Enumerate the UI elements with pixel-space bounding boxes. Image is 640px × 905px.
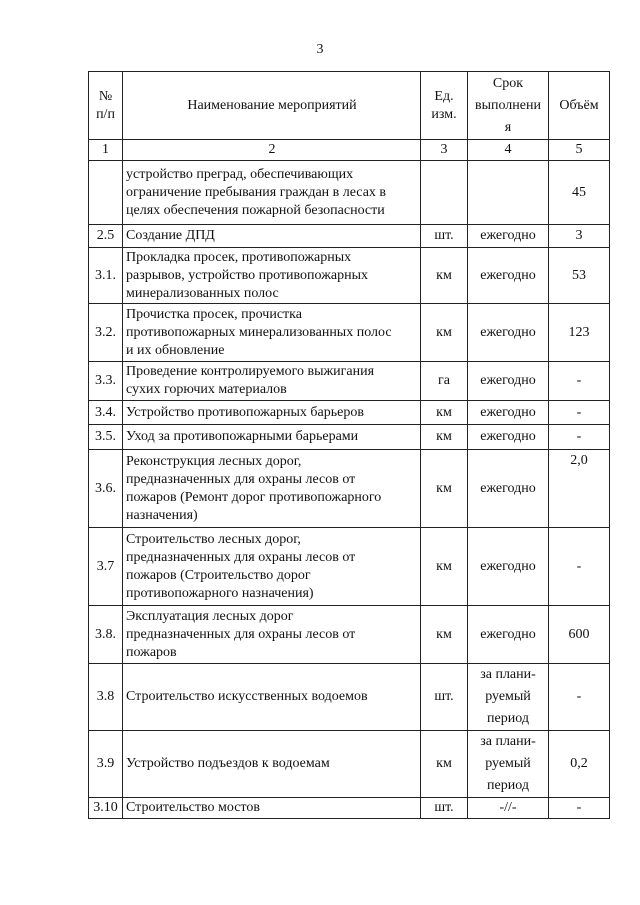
table-row <box>89 248 610 304</box>
table-row <box>89 362 610 401</box>
row-number-cell: 3.1. <box>89 248 123 304</box>
row-name-line: пожаров <box>126 644 177 660</box>
row-number-cell: 3.2. <box>89 304 123 362</box>
header-name-cell: Наименование мероприятий <box>123 72 421 140</box>
row-volume-cell: 600 <box>549 606 610 664</box>
row-term-cell <box>468 450 549 528</box>
row-term-line: за плани- <box>480 667 536 682</box>
row-name-line: пожаров (Ремонт дорог противопожарного <box>126 489 382 505</box>
row-volume-cell: - <box>549 528 610 606</box>
row-name-line: Прочистка просек, прочистка <box>126 306 302 322</box>
row-number-cell: 3.8. <box>89 606 123 664</box>
row-term-line: ежегодно <box>480 404 536 420</box>
header-num-line: № <box>98 88 113 104</box>
row-volume-cell: 45 <box>549 161 610 225</box>
row-volume-cell: 0,2 <box>549 731 610 798</box>
row-name-line: сухих горючих материалов <box>126 382 287 397</box>
row-term-line: ежегодно <box>480 324 536 340</box>
row-name-line: предназначенных для охраны лесов от <box>126 626 356 642</box>
table-row <box>89 450 610 528</box>
row-term-cell <box>468 225 549 248</box>
row-number-cell: 3.9 <box>89 731 123 798</box>
row-term-line: ежегодно <box>480 429 536 444</box>
header-num-cell <box>89 72 123 140</box>
row-name-line: Реконструкция лесных дорог, <box>126 453 302 469</box>
page-number: 3 <box>316 42 324 57</box>
row-unit-cell: км <box>421 731 468 798</box>
row-unit-cell: км <box>421 606 468 664</box>
row-term-line: ежегодно <box>480 558 536 574</box>
row-term-line: период <box>487 711 529 726</box>
column-index-cell: 3 <box>421 140 468 161</box>
row-term-cell <box>468 425 549 450</box>
row-volume-cell: - <box>549 664 610 731</box>
row-volume-cell: - <box>549 425 610 450</box>
row-term-line: период <box>487 778 529 793</box>
row-name-cell <box>123 161 421 225</box>
row-name-cell <box>123 528 421 606</box>
row-number-cell: 2.5 <box>89 225 123 248</box>
row-volume-cell: - <box>549 362 610 401</box>
row-number-cell: 3.7 <box>89 528 123 606</box>
row-number-cell: 3.6. <box>89 450 123 528</box>
header-unit-line: изм. <box>431 106 457 122</box>
row-term-line: ежегодно <box>480 373 536 388</box>
table-row <box>89 606 610 664</box>
row-name-cell <box>123 664 421 731</box>
table-row <box>89 664 610 731</box>
row-name-line: разрывов, устройство противопожарных <box>126 267 368 283</box>
row-name-line: Строительство искусственных водоемов <box>126 689 368 704</box>
row-name-cell <box>123 425 421 450</box>
row-unit-cell: км <box>421 401 468 425</box>
table-row <box>89 731 610 798</box>
row-unit-cell: км <box>421 528 468 606</box>
row-name-line: Строительство лесных дорог, <box>126 531 301 547</box>
row-volume-cell: 2,0 <box>549 450 610 528</box>
row-name-cell <box>123 248 421 304</box>
row-term-line: руемый <box>485 689 531 704</box>
row-number-cell: 3.3. <box>89 362 123 401</box>
row-name-line: назначения) <box>126 507 198 523</box>
row-name-line: целях обеспечения пожарной безопасности <box>126 202 385 218</box>
row-number-cell: 3.4. <box>89 401 123 425</box>
header-unit-line: Ед. <box>434 88 454 104</box>
table-row <box>89 225 610 248</box>
row-name-line: Уход за противопожарными барьерами <box>126 429 359 444</box>
column-index-cell: 2 <box>123 140 421 161</box>
row-term-line: ежегодно <box>480 267 536 283</box>
row-term-cell <box>468 528 549 606</box>
header-term-line: я <box>504 120 512 135</box>
row-name-cell <box>123 225 421 248</box>
row-number-cell: 3.10 <box>89 798 123 819</box>
row-unit-cell: км <box>421 450 468 528</box>
table-row <box>89 528 610 606</box>
table-row <box>89 401 610 425</box>
table-row <box>89 161 610 225</box>
row-term-cell <box>468 304 549 362</box>
header-term-cell <box>468 72 549 140</box>
row-unit-cell: шт. <box>421 798 468 819</box>
column-index-row <box>89 140 610 161</box>
row-name-cell <box>123 304 421 362</box>
row-name-cell <box>123 606 421 664</box>
row-name-cell <box>123 798 421 819</box>
measures-table <box>88 71 610 819</box>
row-term-line: за плани- <box>480 734 536 749</box>
row-name-line: Эксплуатация лесных дорог <box>126 608 294 624</box>
row-volume-cell: - <box>549 798 610 819</box>
row-term-line: ежегодно <box>480 228 536 243</box>
row-name-line: и их обновление <box>126 342 225 358</box>
row-name-line: Создание ДПД <box>126 228 215 243</box>
row-volume-cell: 53 <box>549 248 610 304</box>
row-name-line: ограничение пребывания граждан в лесах в <box>126 184 387 200</box>
row-name-line: Строительство мостов <box>126 800 260 815</box>
row-unit-cell: км <box>421 425 468 450</box>
row-term-cell <box>468 664 549 731</box>
table-row <box>89 304 610 362</box>
row-volume-cell: - <box>549 401 610 425</box>
row-name-cell <box>123 450 421 528</box>
row-name-line: устройство преград, обеспечивающих <box>126 166 354 182</box>
row-volume-cell: 123 <box>549 304 610 362</box>
row-name-cell <box>123 731 421 798</box>
row-term-cell <box>468 161 549 225</box>
row-term-cell <box>468 798 549 819</box>
row-volume-cell: 3 <box>549 225 610 248</box>
row-unit-cell: шт. <box>421 225 468 248</box>
row-number-cell <box>89 161 123 225</box>
header-unit-cell <box>421 72 468 140</box>
table-body <box>89 161 610 819</box>
row-term-cell <box>468 362 549 401</box>
table-header-row <box>89 72 610 140</box>
header-term-line: Срок <box>492 76 524 91</box>
row-term-line: -//- <box>499 800 517 815</box>
header-num-line: п/п <box>96 106 115 122</box>
row-number-cell: 3.8 <box>89 664 123 731</box>
row-name-line: минерализованных полос <box>126 285 279 301</box>
row-term-line: ежегодно <box>480 626 536 642</box>
column-index-cell: 4 <box>468 140 549 161</box>
row-name-line: предназначенных для охраны лесов от <box>126 549 356 565</box>
row-unit-cell: км <box>421 248 468 304</box>
row-name-line: Устройство подъездов к водоемам <box>126 756 330 771</box>
row-unit-cell: га <box>421 362 468 401</box>
row-name-cell <box>123 362 421 401</box>
row-name-line: Устройство противопожарных барьеров <box>126 404 364 420</box>
row-name-line: пожаров (Строительство дорог <box>126 567 311 583</box>
row-term-cell <box>468 731 549 798</box>
row-term-cell <box>468 248 549 304</box>
row-name-line: Проведение контролируемого выжигания <box>126 364 375 379</box>
row-term-line: руемый <box>485 756 531 771</box>
row-name-cell <box>123 401 421 425</box>
table-row <box>89 425 610 450</box>
row-name-line: Прокладка просек, противопожарных <box>126 249 352 265</box>
column-index-cell: 1 <box>89 140 123 161</box>
table-row <box>89 798 610 819</box>
row-unit-cell <box>421 161 468 225</box>
column-index-cell: 5 <box>549 140 610 161</box>
row-name-line: противопожарного назначения) <box>126 585 314 601</box>
row-unit-cell: шт. <box>421 664 468 731</box>
row-name-line: противопожарных минерализованных полос <box>126 324 392 340</box>
row-number-cell: 3.5. <box>89 425 123 450</box>
row-name-line: предназначенных для охраны лесов от <box>126 471 356 487</box>
row-term-cell <box>468 401 549 425</box>
row-term-line: ежегодно <box>480 480 536 496</box>
header-term-line: выполнени <box>474 98 541 113</box>
header-volume-cell: Объём <box>549 72 610 140</box>
row-term-cell <box>468 606 549 664</box>
row-unit-cell: км <box>421 304 468 362</box>
